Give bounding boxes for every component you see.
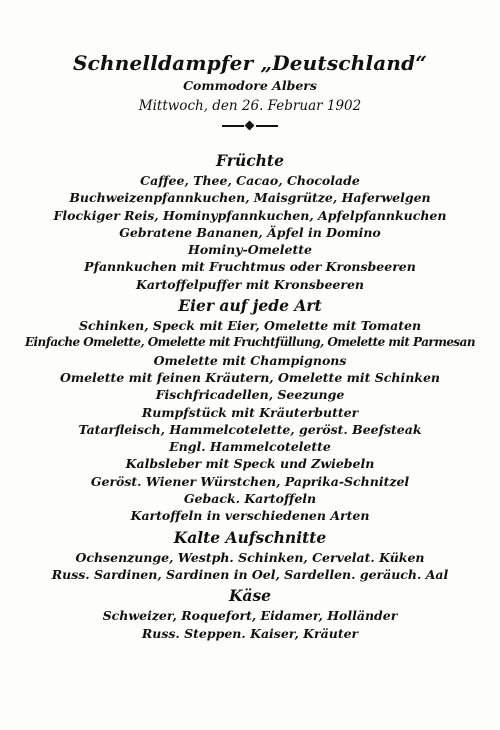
- menu-item: Omelette mit feinen Kräutern, Omelette mit Schinken: [59, 369, 440, 385]
- menu-item: Gebratene Bananen, Äpfel in Domino: [119, 224, 381, 240]
- menu-sections: [0, 148, 500, 642]
- section-title: Käse: [228, 586, 272, 606]
- section-title: Eier auf jede Art: [178, 296, 322, 316]
- menu-item: Geröst. Wiener Würstchen, Paprika-Schnitzel: [90, 473, 410, 489]
- menu-section-fruechte: [0, 150, 500, 293]
- menu-item: Ochsenzunge, Westph. Schinken, Cervelat. Küken: [75, 549, 425, 565]
- menu-item: Omelette mit Champignons: [153, 352, 347, 368]
- menu-item: Russ. Sardinen, Sardinen in Oel, Sardellen. geräuch. Aal: [51, 566, 449, 582]
- menu-item: Schinken, Speck mit Eier, Omelette mit Tomaten: [78, 318, 422, 334]
- commodore-line: Commodore Albers: [183, 78, 317, 93]
- menu-item: Fischfricadellen, Seezunge: [155, 387, 345, 403]
- menu-item: Russ. Steppen. Kaiser, Kräuter: [141, 625, 359, 641]
- menu-item: Hominy-Omelette: [188, 242, 312, 258]
- ship-title: Schnelldampfer „Deutschland“: [72, 51, 428, 75]
- menu-item: Kartoffelpuffer mit Kronsbeeren: [135, 276, 365, 292]
- section-title: Früchte: [216, 151, 284, 170]
- menu-item: Rumpfstück mit Kräuterbutter: [141, 404, 359, 420]
- menu-item: Tatarfleisch, Hammelcotelette, geröst. Beefsteak: [78, 421, 422, 437]
- menu-date: Mittwoch, den 26. Februar 1902: [138, 98, 362, 114]
- menu-item: Pfannkuchen mit Fruchtmus oder Kronsbeeren: [84, 259, 416, 275]
- menu-item: Geback. Kartoffeln: [183, 491, 317, 507]
- menu-item: Schweizer, Roquefort, Eidamer, Holländer: [102, 608, 398, 624]
- menu-item: Engl. Hammelcotelette: [169, 439, 331, 455]
- menu-item: Kalbsleber mit Speck und Zwiebeln: [125, 456, 375, 472]
- menu-item: Flockiger Reis, Hominypfannkuchen, Apfelpfannkuchen: [53, 207, 447, 223]
- menu-section-eier: [0, 295, 500, 525]
- diamond-ornament-icon: [245, 121, 255, 131]
- section-title: Kalte Aufschnitte: [173, 527, 327, 547]
- menu-section-kaese: [0, 585, 500, 642]
- menu-header: [0, 50, 500, 130]
- menu-item: Caffee, Thee, Cacao, Chocolade: [140, 173, 360, 188]
- menu-item: Buchweizenpfannkuchen, Maisgrütze, Haferwelgen: [69, 190, 431, 206]
- menu-item: Kartoffeln in verschiedenen Arten: [130, 508, 370, 524]
- divider-line-right: [256, 125, 278, 127]
- menu-item: Einfache Omelette, Omelette mit Fruchtfüllung, Omelette mit Parmesan: [24, 335, 476, 350]
- menu-section-kalte-aufschnitte: [0, 527, 500, 584]
- ornament-divider: [222, 122, 278, 130]
- divider-line-left: [222, 125, 244, 127]
